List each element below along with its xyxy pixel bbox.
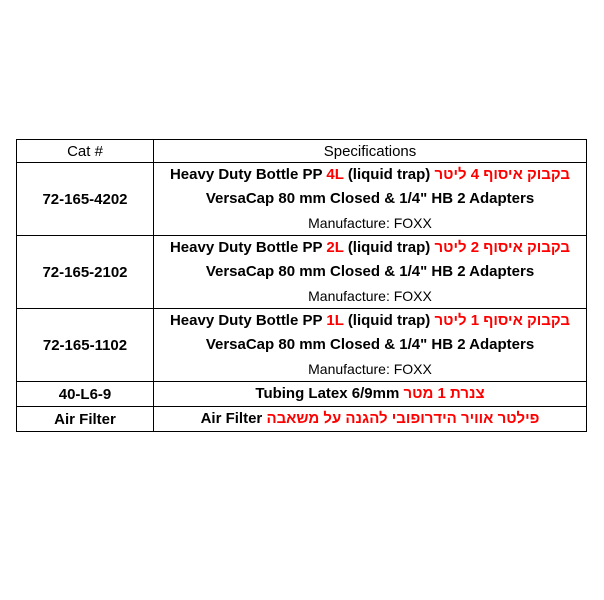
product-name: Heavy Duty Bottle PP <box>169 312 323 329</box>
spec-line-2: VersaCap 80 mm Closed & 1/4" HB 2 Adapters <box>205 190 535 207</box>
table-row <box>17 236 587 309</box>
spec-line-1 <box>154 163 586 187</box>
header-row <box>17 140 587 163</box>
product-name: Heavy Duty Bottle PP <box>169 166 323 183</box>
table-row <box>17 163 587 236</box>
hebrew-description: בקבוק איסוף 2 ליטר <box>434 239 571 256</box>
spec-cell <box>154 309 587 382</box>
liquid-trap-label: (liquid trap) <box>347 312 431 329</box>
spec-cell <box>154 407 587 432</box>
spec-line-1 <box>154 382 586 406</box>
table-row <box>17 407 587 432</box>
header-cat: Cat # <box>17 140 154 163</box>
bottle-size: 2L <box>326 239 344 256</box>
spec-line-2: VersaCap 80 mm Closed & 1/4" HB 2 Adapters <box>205 336 535 353</box>
spec-line-2: VersaCap 80 mm Closed & 1/4" HB 2 Adapters <box>205 263 535 280</box>
cat-number: Air Filter <box>17 407 154 432</box>
manufacturer: Manufacture: FOXX <box>308 288 432 304</box>
spec-line-1 <box>154 309 586 333</box>
spec-line-1 <box>154 236 586 260</box>
hebrew-description: צנרת 1 מטר <box>403 385 485 402</box>
spec-cell <box>154 382 587 407</box>
table-row <box>17 309 587 382</box>
bottle-size: 4L <box>326 166 344 183</box>
manufacturer: Manufacture: FOXX <box>308 215 432 231</box>
bottle-size: 1L <box>326 312 344 329</box>
hebrew-description: בקבוק איסוף 1 ליטר <box>434 312 571 329</box>
filter-name: Air Filter <box>200 410 263 427</box>
header-specifications: Specifications <box>154 140 587 163</box>
spec-cell <box>154 236 587 309</box>
product-name: Heavy Duty Bottle PP <box>169 239 323 256</box>
liquid-trap-label: (liquid trap) <box>347 239 431 256</box>
manufacturer: Manufacture: FOXX <box>308 361 432 377</box>
spec-cell <box>154 163 587 236</box>
hebrew-description: בקבוק איסוף 4 ליטר <box>434 166 571 183</box>
hebrew-description: פילטר אוויר הידרופובי להגנה על משאבה <box>266 410 540 427</box>
cat-number: 72-165-4202 <box>17 163 154 236</box>
product-spec-table <box>16 139 587 432</box>
table-row <box>17 382 587 407</box>
cat-number: 40-L6-9 <box>17 382 154 407</box>
cat-number: 72-165-1102 <box>17 309 154 382</box>
liquid-trap-label: (liquid trap) <box>347 166 431 183</box>
tubing-name: Tubing Latex 6/9mm <box>255 385 400 402</box>
spec-line-1 <box>154 407 586 431</box>
cat-number: 72-165-2102 <box>17 236 154 309</box>
